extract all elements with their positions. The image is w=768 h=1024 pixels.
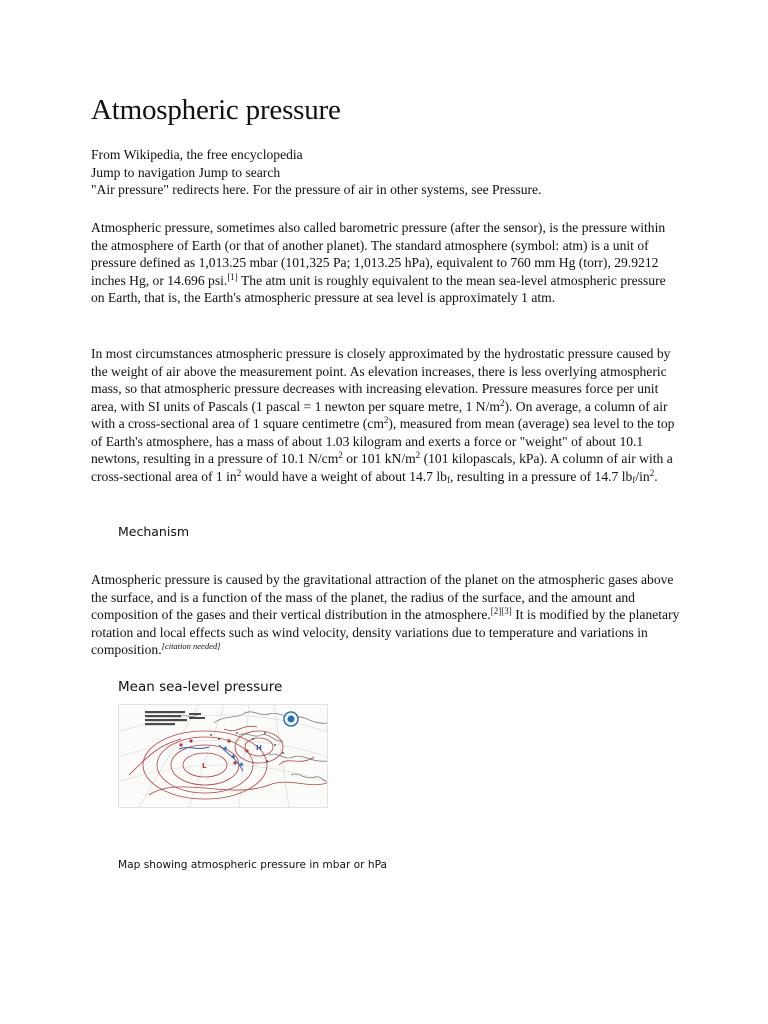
jump-links <box>91 164 681 182</box>
map-caption: Map showing atmospheric pressure in mbar or hPa <box>118 859 387 871</box>
article-meta <box>91 146 681 199</box>
svg-text:H: H <box>256 744 262 752</box>
page-title: Atmospheric pressure <box>91 94 341 126</box>
reference-2-3[interactable]: [2][3] <box>490 606 512 616</box>
intro-paragraph: Atmospheric pressure, sometimes also called barometric pressure (after the sensor), is the pressure within the atmosphere of Earth (or that of another planet). The standard atmosphere (symbol: atm) is a unit of pressure defined as 1,013.25 mbar (101,325 Pa; 1,013.25 hPa), equivalent to 760 mm Hg (torr), 29.9212 inches Hg, or 14.696 psi.[1] The atm unit is roughly equivalent to the mean sea-level atmospheric pressure on Earth, that is, the Earth's atmospheric pressure at sea level is approximately 1 atm. <box>91 220 666 305</box>
mean-sea-level-pressure-heading: Mean sea-level pressure <box>118 679 283 695</box>
reference-1[interactable]: [1] <box>227 271 238 282</box>
pressure-map-image[interactable] <box>118 704 328 808</box>
hatnote: "Air pressure" redirects here. For the pressure of air in other systems, see Pressure. <box>91 182 542 197</box>
jump-to-search-link[interactable]: Jump to search <box>198 164 281 180</box>
mechanism-paragraph: Atmospheric pressure is caused by the gravitational attraction of the planet on the atmospheric gases above the surface, and is a function of the mass of the planet, the radius of the surface, and the amount and composition of the gases and their vertical distribution in the atmosphere.[2][3] It is modified by the planetary rotation and local effects such as wind velocity, density variations due to temperature and variations in composition.[citation needed] <box>91 572 680 657</box>
site-subtitle: From Wikipedia, the free encyclopedia <box>91 147 303 162</box>
citation-needed[interactable]: [citation needed] <box>161 641 221 651</box>
noaa-logo-icon <box>284 712 298 726</box>
hydrostatic-paragraph: In most circumstances atmospheric pressure is closely approximated by the hydrostatic pressure caused by the weight of air above the measurement point. As elevation increases, there is less overlying atmospheric mass, so that atmospheric pressure decreases with increasing elevation. Pressure measures force per unit area, with SI units of Pascals (1 pascal = 1 newton per square metre, 1 $N/m^2$). On average, a column of air with a cross-sectional area of 1 square centimetre $(cm^2)$, measured from mean (average) sea level to the top of Earth's atmosphere, has a mass of about 1.03 kilogram and exerts a force or "weight" of about 10.1 newtons, resulting in a pressure of 10.1 $N/cm^2$ or 101 $kN/m^2$ (101 kilopascals, kPa). A column of air with a cross-sectional area of 1 $in^2$ would have a weight of about 14.7 $lb_f$, resulting in a pressure of 14.7 $lb_f/in^2$. <box>91 346 675 485</box>
svg-text:L: L <box>202 762 207 770</box>
jump-to-navigation-link[interactable]: Jump to navigation <box>91 164 196 180</box>
pressure-map-graphic <box>119 705 327 807</box>
mechanism-heading: Mechanism <box>118 524 190 539</box>
